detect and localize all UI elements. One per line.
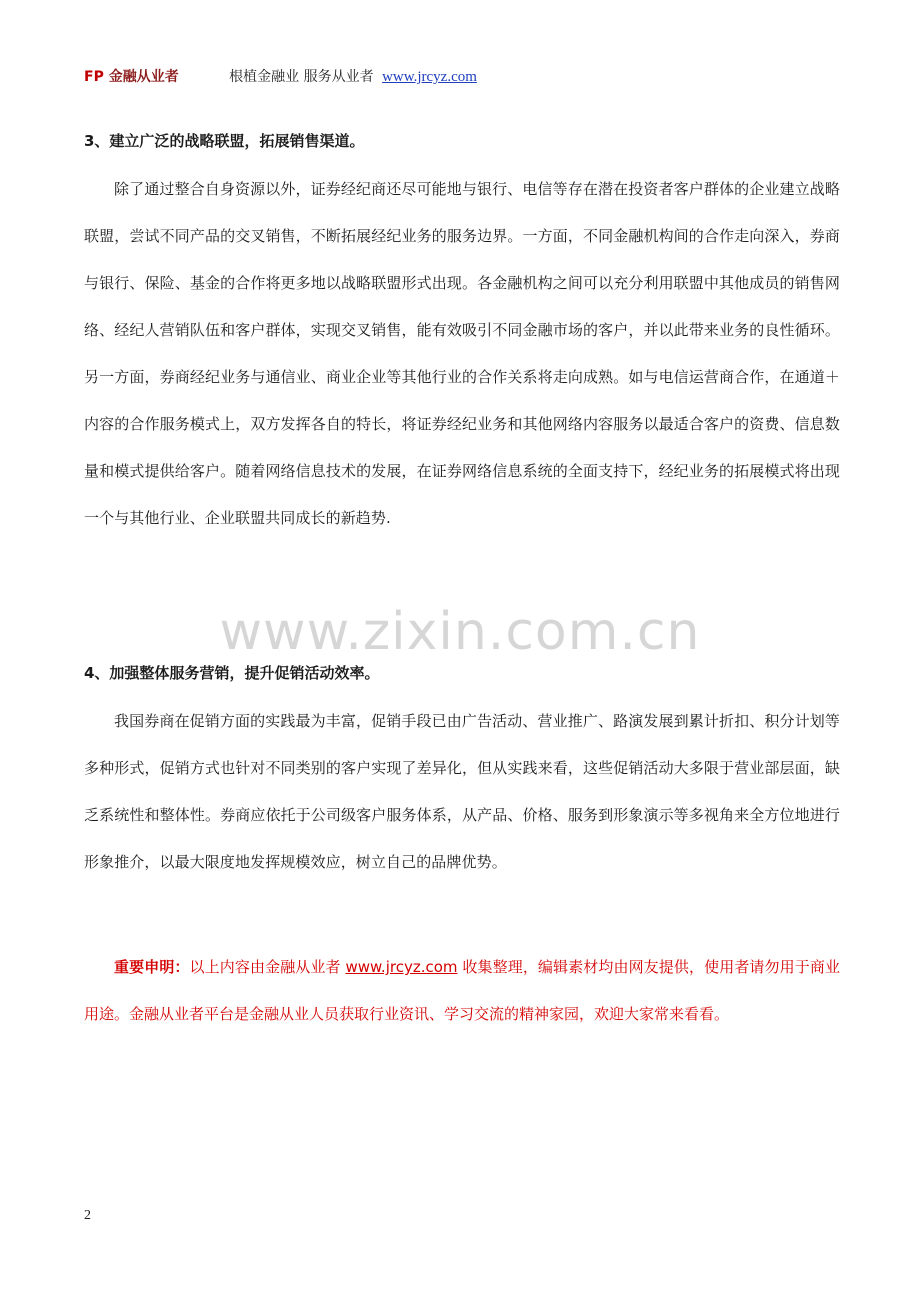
- disclaimer-label: 重要申明：: [114, 958, 190, 976]
- section-3-body: 除了通过整合自身资源以外，证券经纪商还尽可能地与银行、电信等存在潜在投资者客户群体的企业建立战略联盟，尝试不同产品的交叉销售，不断拓展经纪业务的服务边界。一方面，不同金融机构间的合作走向深入，券商与银行、保险、基金的合作将更多地以战略联盟形式出现。各金融机构之间可以充分利用联盟中其他成员的销售网络、经纪人营销队伍和客户群体，实现交叉销售，能有效吸引不同金融市场的客户，并以此带来业务的良性循环。另一方面，券商经纪业务与通信业、商业企业等其他行业的合作关系将走向成熟。如与电信运营商合作，在通道＋内容的合作服务模式上，双方发挥各自的特长，将证券经纪业务和其他网络内容服务以最适合客户的资费、信息数量和模式提供给客户。随着网络信息技术的发展，在证券网络信息系统的全面支持下，经纪业务的拓展模式将出现一个与其他行业、企业联盟共同成长的新趋势.: [84, 180, 840, 527]
- brand-logo: [84, 69, 179, 85]
- section-4: [84, 662, 840, 886]
- disclaimer-text-after: 收集整理，编辑素材均由网友提供，使用者请勿用于商业用途。金融从业者平台是金融从业人员获取行业资讯、学习交流的精神家园，欢迎大家常来看看。: [84, 958, 840, 1023]
- header-tagline: 根植金融业 服务从业者: [229, 69, 374, 85]
- disclaimer-site-link[interactable]: www.jrcyz.com: [345, 958, 458, 976]
- page-number: 2: [84, 1208, 91, 1223]
- disclaimer-notice: [84, 944, 840, 1038]
- brand-fp: FP: [84, 69, 104, 85]
- section-3-title: 3、建立广泛的战略联盟，拓展销售渠道。: [84, 132, 365, 150]
- brand-name: 金融从业者: [108, 69, 179, 85]
- disclaimer-text-before: 以上内容由金融从业者: [189, 958, 346, 976]
- watermark: www.zixin.com.cn: [219, 602, 701, 662]
- section-4-title: 4、加强整体服务营销，提升促销活动效率。: [84, 664, 380, 682]
- page-header: [84, 66, 477, 86]
- section-4-body: 我国券商在促销方面的实践最为丰富，促销手段已由广告活动、营业推广、路演发展到累计折扣、积分计划等多种形式，促销方式也针对不同类别的客户实现了差异化，但从实践来看，这些促销活动大多限于营业部层面，缺乏系统性和整体性。券商应依托于公司级客户服务体系，从产品、价格、服务到形象演示等多视角来全方位地进行形象推介，以最大限度地发挥规模效应，树立自己的品牌优势。: [84, 712, 840, 871]
- header-site-link[interactable]: www.jrcyz.com: [382, 69, 477, 85]
- section-3: [84, 130, 840, 542]
